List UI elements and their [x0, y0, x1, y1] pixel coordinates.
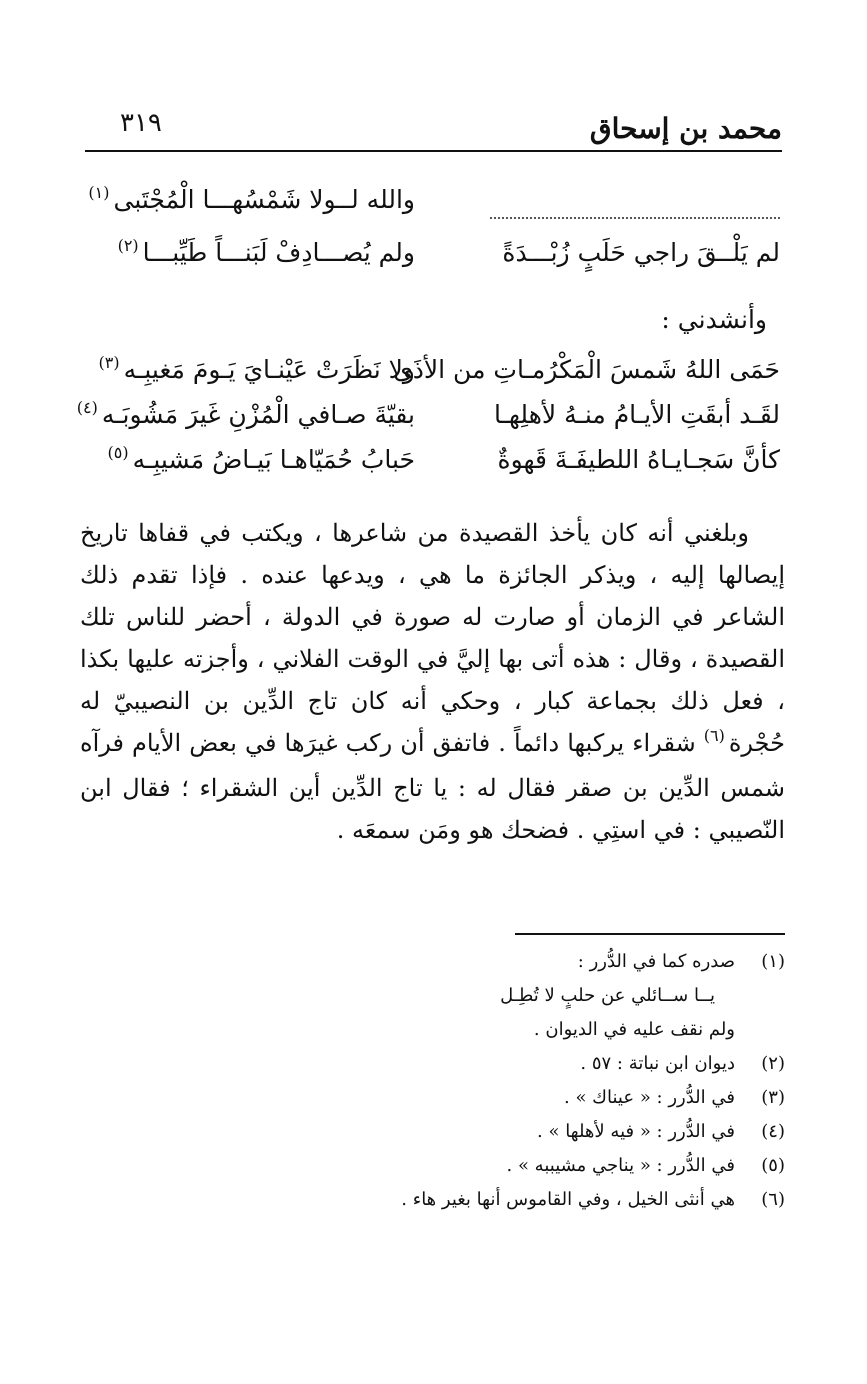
header-rule — [85, 150, 782, 152]
verse-hemistich-right: لقَـد أبقَتِ الأيـامُ منـهُ لأهلِهـا — [493, 400, 780, 429]
verse-hemistich-left: والله لــولا شَمْسُهـــا الْمُجْتَبى$^{(١)}$ — [88, 183, 415, 214]
footnote-rule — [515, 933, 785, 935]
footnote-number: (٣) — [761, 1087, 785, 1108]
footnote-number: (٤) — [761, 1121, 785, 1142]
footnote — [90, 1081, 790, 1115]
footnote-verse — [90, 979, 790, 1013]
verse-intro: وأنشدني : — [661, 305, 767, 334]
verse-line — [88, 183, 780, 235]
omitted-hemistich-dots — [490, 217, 780, 219]
footnote-text: في الدُّرر : « يناجي مشيببه » . — [506, 1155, 735, 1176]
verse-hemistich-right: كأنَّ سَجـايـاهُ اللطيفَـةَ قَهوةٌ — [497, 445, 780, 474]
page-number: ٣١٩ — [120, 108, 162, 138]
footnote — [90, 1047, 790, 1081]
footnote-text: صدره كما في الدُّرر : — [577, 951, 735, 972]
footnote-number: (٢) — [761, 1053, 785, 1074]
footnotes — [90, 945, 790, 1217]
prose-paragraph: وبلغني أنه كان يأخذ القصيدة من شاعرها ، ويكتب في قفاها تاريخ إيصالها إليه ، ويذكر الجائزة ما هي ، ويدعها عنده . فإذا تقدم ذلك الشاعر في الزمان أو صارت له صورة في الدولة ، أحضر للناس تلك القصيدة ، وقال : هذه أتى بها إليَّ في الوقت الفلاني ، وأجزته عليها بكذا ، فعل ذلك بجماعة كبار ، وحكي أنه كان تاج الدِّين بن النصيبيّ له حُجْرة$^{(٦)}$ شقراء يركبها دائماً . فاتفق أن ركب غيرَها في بعض الأيام فرآه شمس الدِّين بن صقر فقال له : يا تاج الدِّين أين الشقراء ؛ فقال ابن النّصيبي : في استِي . فضحك هو ومَن سمعَه . — [80, 519, 785, 844]
footnote — [90, 1149, 790, 1183]
footnote-text: في الدُّرر : « عيناك » . — [564, 1087, 735, 1108]
verse-hemistich-left: حَبابُ حُمَيّاهـا بَيـاضُ مَشيبِـه$^{(٥)}$ — [107, 443, 415, 474]
footnote-number: (١) — [761, 951, 785, 972]
running-head: محمد بن إسحاق — [589, 112, 782, 145]
verse-hemistich-left: بقيّةَ صـافي الْمُزْنِ غَيرَ مَشُوبَـه$^{(٤)}$ — [76, 398, 415, 429]
verse-line — [76, 398, 780, 450]
footnote — [90, 945, 790, 979]
verse-line — [100, 445, 780, 495]
footnote-text: ولم نقف عليه في الديوان . — [533, 1019, 735, 1040]
verse-hemistich-left: ولا نَظَرَتْ عَيْنـايَ يَـومَ مَغيبِـه$^{(٣)}$ — [98, 353, 415, 384]
footnote-marker: (٤) — [76, 398, 98, 417]
footnote — [90, 1183, 790, 1217]
footnote-verse-text: يــا ســائلي عن حلبٍ لا تُطِـل — [500, 985, 715, 1006]
verse-hemistich-left: ولم يُصـــادِفْ لَبَنـــاً طَيِّبـــا$^{(٢)}$ — [117, 236, 415, 267]
verse-hemistich-right: حَمَى اللهُ شَمسَ الْمَكْرُمـاتِ من الأذَى — [393, 355, 780, 384]
verse-line — [100, 355, 780, 405]
footnote-marker: (٢) — [117, 236, 139, 255]
verse-hemistich-right: لم يَلْــقَ راجي حَلَبٍ زُبْـــدَةً — [502, 238, 780, 267]
footnote-text: هي أنثى الخيل ، وفي القاموس أنها بغير هاء . — [401, 1189, 735, 1210]
footnote-text: في الدُّرر : « فيه لأهلها » . — [537, 1121, 735, 1142]
footnote-marker: (١) — [88, 183, 110, 202]
footnote-marker: (٥) — [107, 443, 129, 462]
footnote-continuation — [90, 1013, 790, 1047]
footnote-text: ديوان ابن نباتة : ٥٧ . — [580, 1053, 735, 1074]
verse-line — [100, 238, 780, 288]
footnote-marker: (٣) — [98, 353, 120, 372]
footnote-number: (٥) — [761, 1155, 785, 1176]
footnote-marker: (٦) — [703, 726, 725, 745]
prose-body — [80, 512, 785, 851]
footnote — [90, 1115, 790, 1149]
footnote-number: (٦) — [761, 1189, 785, 1210]
